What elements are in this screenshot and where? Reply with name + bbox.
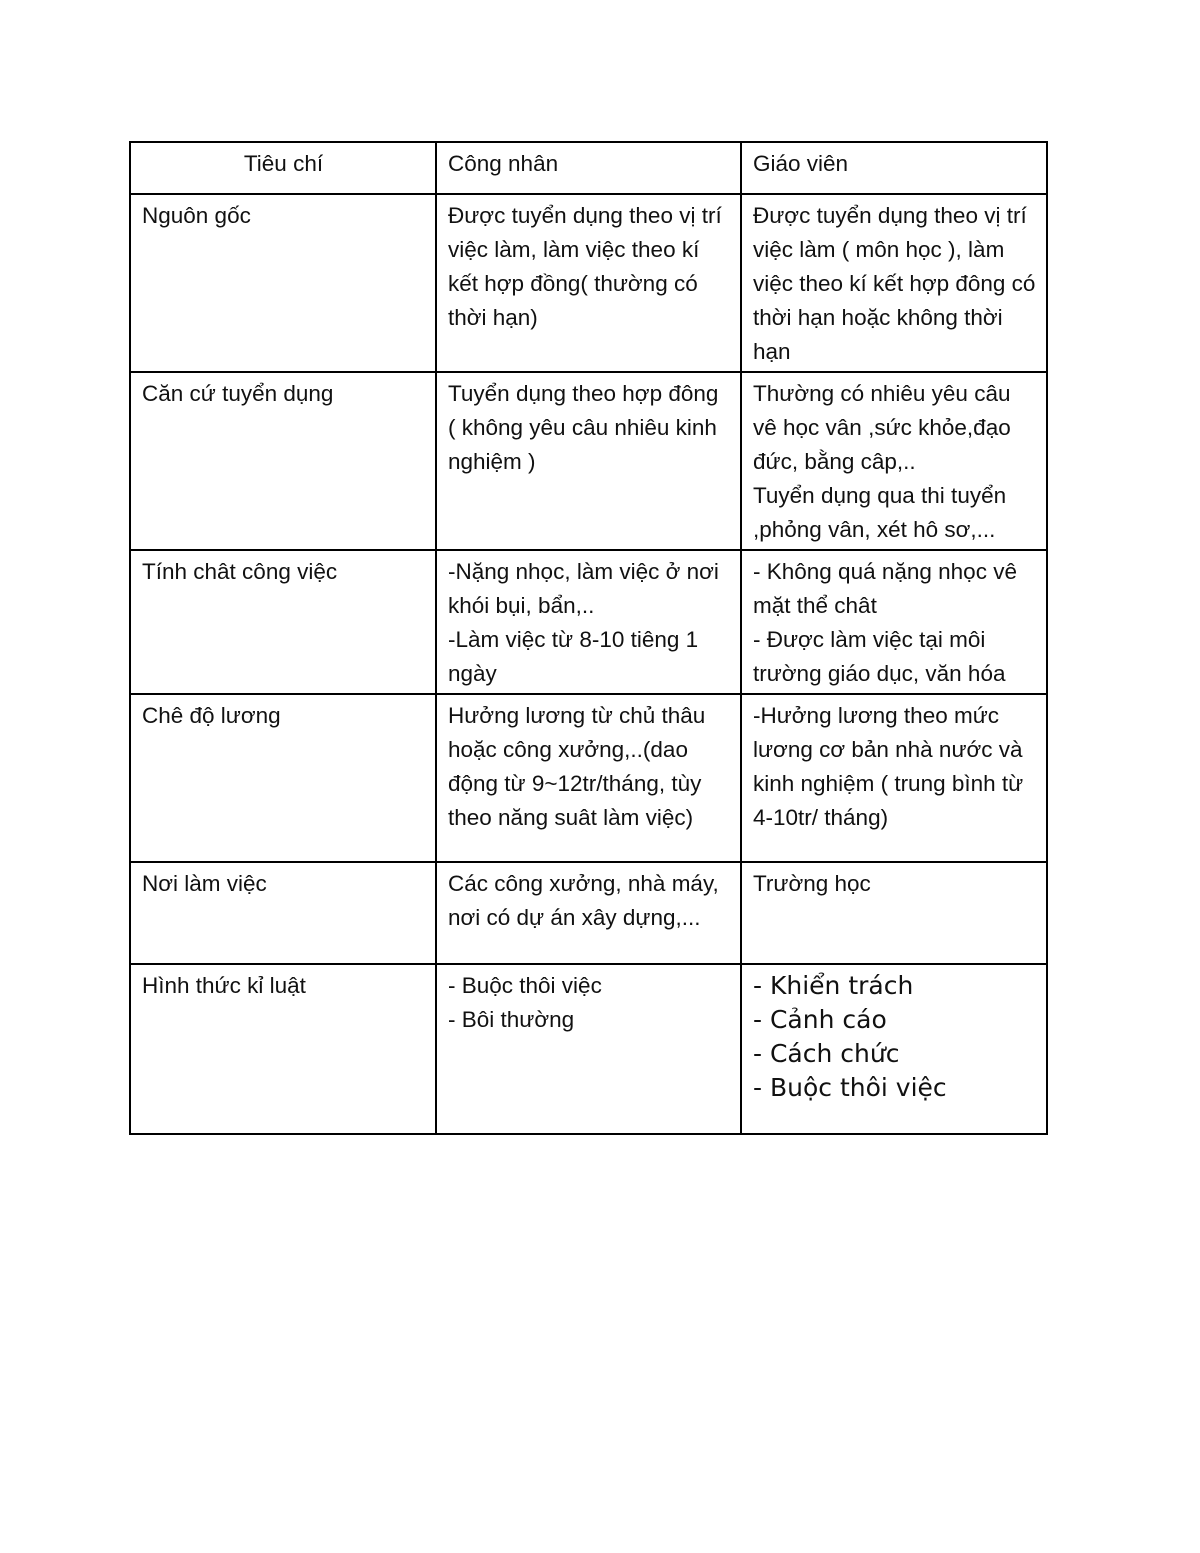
header-criterion: Tiêu chí [130, 142, 436, 194]
worker-cell: -Nặng nhọc, làm việc ở nơi khói bụi, bẩn,.. -Làm việc từ 8-10 tiêng 1 ngày [436, 550, 741, 694]
criterion-cell: Tính chât công việc [130, 550, 436, 694]
header-teacher: Giáo viên [741, 142, 1047, 194]
teacher-cell: -Hưởng lương theo mức lương cơ bản nhà nước và kinh nghiệm ( trung bình từ 4-10tr/ tháng) [741, 694, 1047, 862]
table-row [130, 862, 1047, 964]
comparison-table [129, 141, 1048, 1135]
table-row [130, 372, 1047, 550]
teacher-cell: Được tuyển dụng theo vị trí việc làm ( môn học ), làm việc theo kí kết hợp đông có thời hạn hoặc không thời hạn [741, 194, 1047, 372]
worker-cell: Hưởng lương từ chủ thâu hoặc công xưởng,..(dao động từ 9~12tr/tháng, tùy theo năng suât làm việc) [436, 694, 741, 862]
worker-cell: Được tuyển dụng theo vị trí việc làm, làm việc theo kí kết hợp đồng( thường có thời hạn) [436, 194, 741, 372]
header-worker: Công nhân [436, 142, 741, 194]
teacher-cell: Thường có nhiêu yêu câu vê học vân ,sức khỏe,đạo đức, bằng câp,.. Tuyển dụng qua thi tuyển ,phỏng vân, xét hô sơ,... [741, 372, 1047, 550]
table-row [130, 964, 1047, 1134]
worker-cell: - Buộc thôi việc - Bôi thường [436, 964, 741, 1134]
table-row [130, 550, 1047, 694]
table-header-row [130, 142, 1047, 194]
teacher-cell: - Khiển trách - Cảnh cáo - Cách chức - Buộc thôi việc [741, 964, 1047, 1134]
teacher-cell: Trường học [741, 862, 1047, 964]
criterion-cell: Căn cứ tuyển dụng [130, 372, 436, 550]
worker-cell: Tuyển dụng theo hợp đông ( không yêu câu nhiêu kinh nghiệm ) [436, 372, 741, 550]
criterion-cell: Hình thức kỉ luật [130, 964, 436, 1134]
criterion-cell: Nguôn gốc [130, 194, 436, 372]
criterion-cell: Chê độ lương [130, 694, 436, 862]
teacher-cell: - Không quá nặng nhọc vê mặt thể chât - Được làm việc tại môi trường giáo dục, văn hóa [741, 550, 1047, 694]
table-row [130, 194, 1047, 372]
criterion-cell: Nơi làm việc [130, 862, 436, 964]
table-row [130, 694, 1047, 862]
worker-cell: Các công xưởng, nhà máy, nơi có dự án xây dựng,... [436, 862, 741, 964]
